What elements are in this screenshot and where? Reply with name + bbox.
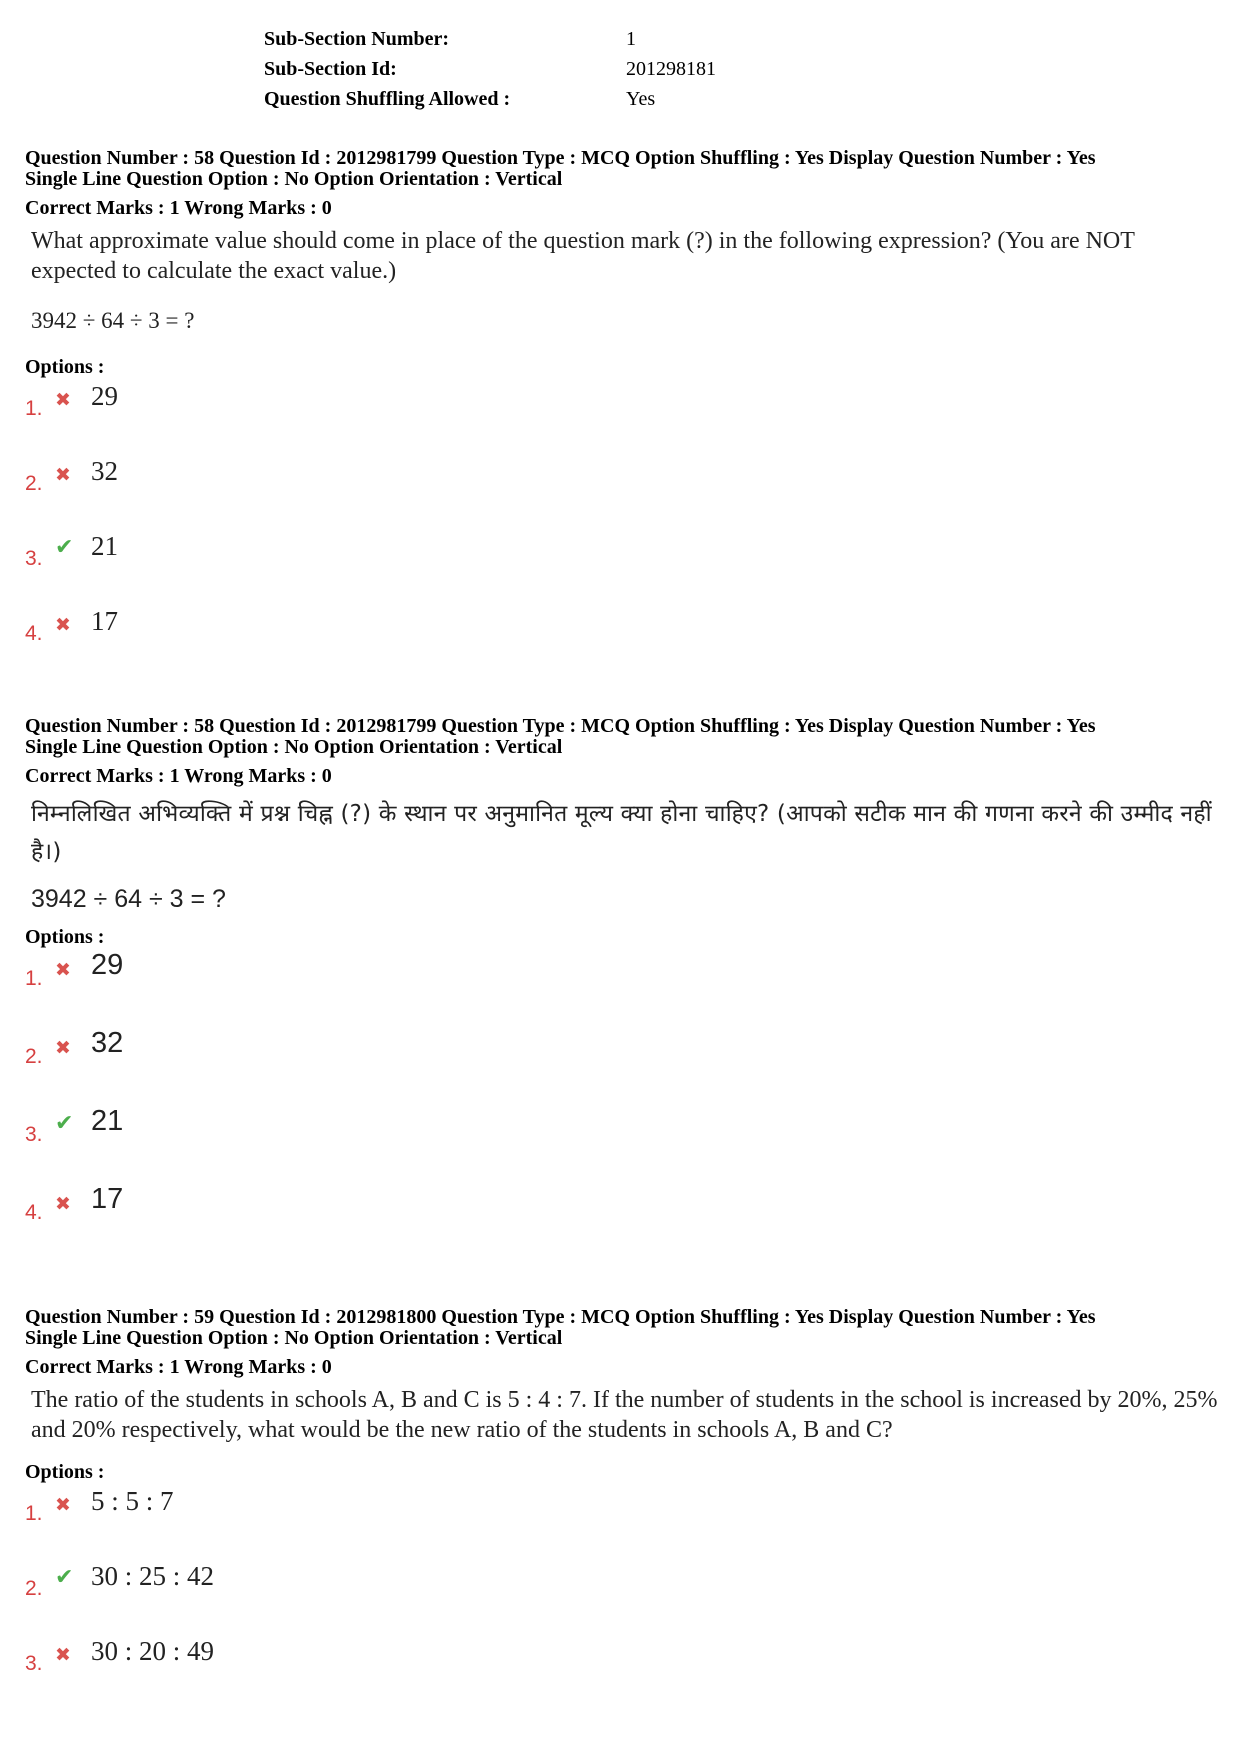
option-number: 3. <box>25 1123 43 1146</box>
question-expression: 3942 ÷ 64 ÷ 3 = ? <box>31 308 195 333</box>
option-item <box>25 458 1220 533</box>
option-text: 30 : 20 : 49 <box>91 1636 215 1666</box>
cross-icon: ✖ <box>55 614 71 636</box>
option-item <box>25 1488 1220 1563</box>
subsection-number-value: 1 <box>626 27 636 50</box>
option-number: 1. <box>25 967 43 990</box>
option-text: 21 <box>91 531 118 561</box>
option-text: 32 <box>91 1027 124 1059</box>
question-expression: 3942 ÷ 64 ÷ 3 = ? <box>31 885 226 913</box>
option-number: 4. <box>25 1201 43 1224</box>
question-meta: Question Number : 58 Question Id : 2012981799 Question Type : MCQ Option Shuffling : Yes Display Question Number : Yes <box>25 147 1096 169</box>
subsection-row <box>264 24 716 54</box>
question-block-59-english <box>25 1307 1220 1713</box>
option-text: 21 <box>91 1105 124 1137</box>
options-list <box>25 949 1220 1265</box>
option-item <box>25 1638 1220 1713</box>
option-item <box>25 1027 1220 1109</box>
question-meta: Question Number : 59 Question Id : 2012981800 Question Type : MCQ Option Shuffling : Yes Display Question Number : Yes <box>25 1306 1096 1328</box>
subsection-row <box>264 54 716 84</box>
subsection-number-label: Sub-Section Number: <box>264 27 450 50</box>
cross-icon: ✖ <box>55 1193 71 1215</box>
options-list <box>25 1488 1220 1713</box>
option-text: 17 <box>91 1183 124 1215</box>
question-text: निम्नलिखित अभिव्यक्ति में प्रश्न चिह्न (?) के स्थान पर अनुमानित मूल्य क्या होना चाहिए? (आपको सटीक मान की गणना करने की उम्मीद नहीं है।) <box>31 801 1212 865</box>
question-marks: Correct Marks : 1 Wrong Marks : 0 <box>25 1356 332 1378</box>
check-icon: ✔ <box>55 1565 74 1590</box>
question-block-58-hindi <box>25 716 1220 1265</box>
option-item <box>25 1105 1220 1187</box>
question-marks: Correct Marks : 1 Wrong Marks : 0 <box>25 765 332 787</box>
option-number: 2. <box>25 472 43 495</box>
option-number: 4. <box>25 622 43 645</box>
check-icon: ✔ <box>55 535 74 560</box>
subsection-info <box>264 24 716 114</box>
option-text: 29 <box>91 949 124 981</box>
cross-icon: ✖ <box>55 1494 71 1516</box>
question-shuffling-value: Yes <box>626 87 656 110</box>
option-item <box>25 1563 1220 1638</box>
option-number: 2. <box>25 1577 43 1600</box>
option-number: 2. <box>25 1045 43 1068</box>
question-meta: Question Number : 58 Question Id : 2012981799 Question Type : MCQ Option Shuffling : Yes Display Question Number : Yes <box>25 715 1096 737</box>
question-meta-options: Single Line Question Option : No Option Orientation : Vertical <box>25 736 563 758</box>
option-number: 1. <box>25 1502 43 1525</box>
cross-icon: ✖ <box>55 1644 71 1666</box>
question-meta-options: Single Line Question Option : No Option Orientation : Vertical <box>25 168 563 190</box>
cross-icon: ✖ <box>55 389 71 411</box>
option-text: 32 <box>91 456 118 486</box>
option-text: 17 <box>91 606 118 636</box>
subsection-id-label: Sub-Section Id: <box>264 57 397 80</box>
option-text: 30 : 25 : 42 <box>91 1561 215 1591</box>
option-number: 1. <box>25 397 43 420</box>
subsection-row <box>264 84 716 114</box>
options-label: Options : <box>25 926 105 948</box>
options-label: Options : <box>25 1461 105 1483</box>
options-list <box>25 383 1220 683</box>
question-meta-options: Single Line Question Option : No Option Orientation : Vertical <box>25 1327 563 1349</box>
option-number: 3. <box>25 547 43 570</box>
option-item <box>25 1183 1220 1265</box>
subsection-id-value: 201298181 <box>626 57 716 80</box>
cross-icon: ✖ <box>55 464 71 486</box>
question-text: What approximate value should come in place of the question mark (?) in the following expression? (You are NOT expected to calculate the exact value.) <box>31 228 1135 284</box>
option-text: 5 : 5 : 7 <box>91 1486 174 1516</box>
option-item <box>25 949 1220 1031</box>
option-item <box>25 608 1220 683</box>
options-label: Options : <box>25 356 105 378</box>
question-block-58-english <box>25 148 1220 683</box>
option-item <box>25 533 1220 608</box>
option-text: 29 <box>91 381 118 411</box>
question-marks: Correct Marks : 1 Wrong Marks : 0 <box>25 197 332 219</box>
option-item <box>25 383 1220 458</box>
question-shuffling-label: Question Shuffling Allowed : <box>264 87 511 110</box>
cross-icon: ✖ <box>55 1037 71 1059</box>
cross-icon: ✖ <box>55 959 71 981</box>
question-text: The ratio of the students in schools A, B and C is 5 : 4 : 7. If the number of students in the school is increased by 20%, 25% and 20% respectively, what would be the new ratio of the students in schools A, B and C? <box>31 1387 1218 1443</box>
check-icon: ✔ <box>55 1111 74 1136</box>
option-number: 3. <box>25 1652 43 1675</box>
